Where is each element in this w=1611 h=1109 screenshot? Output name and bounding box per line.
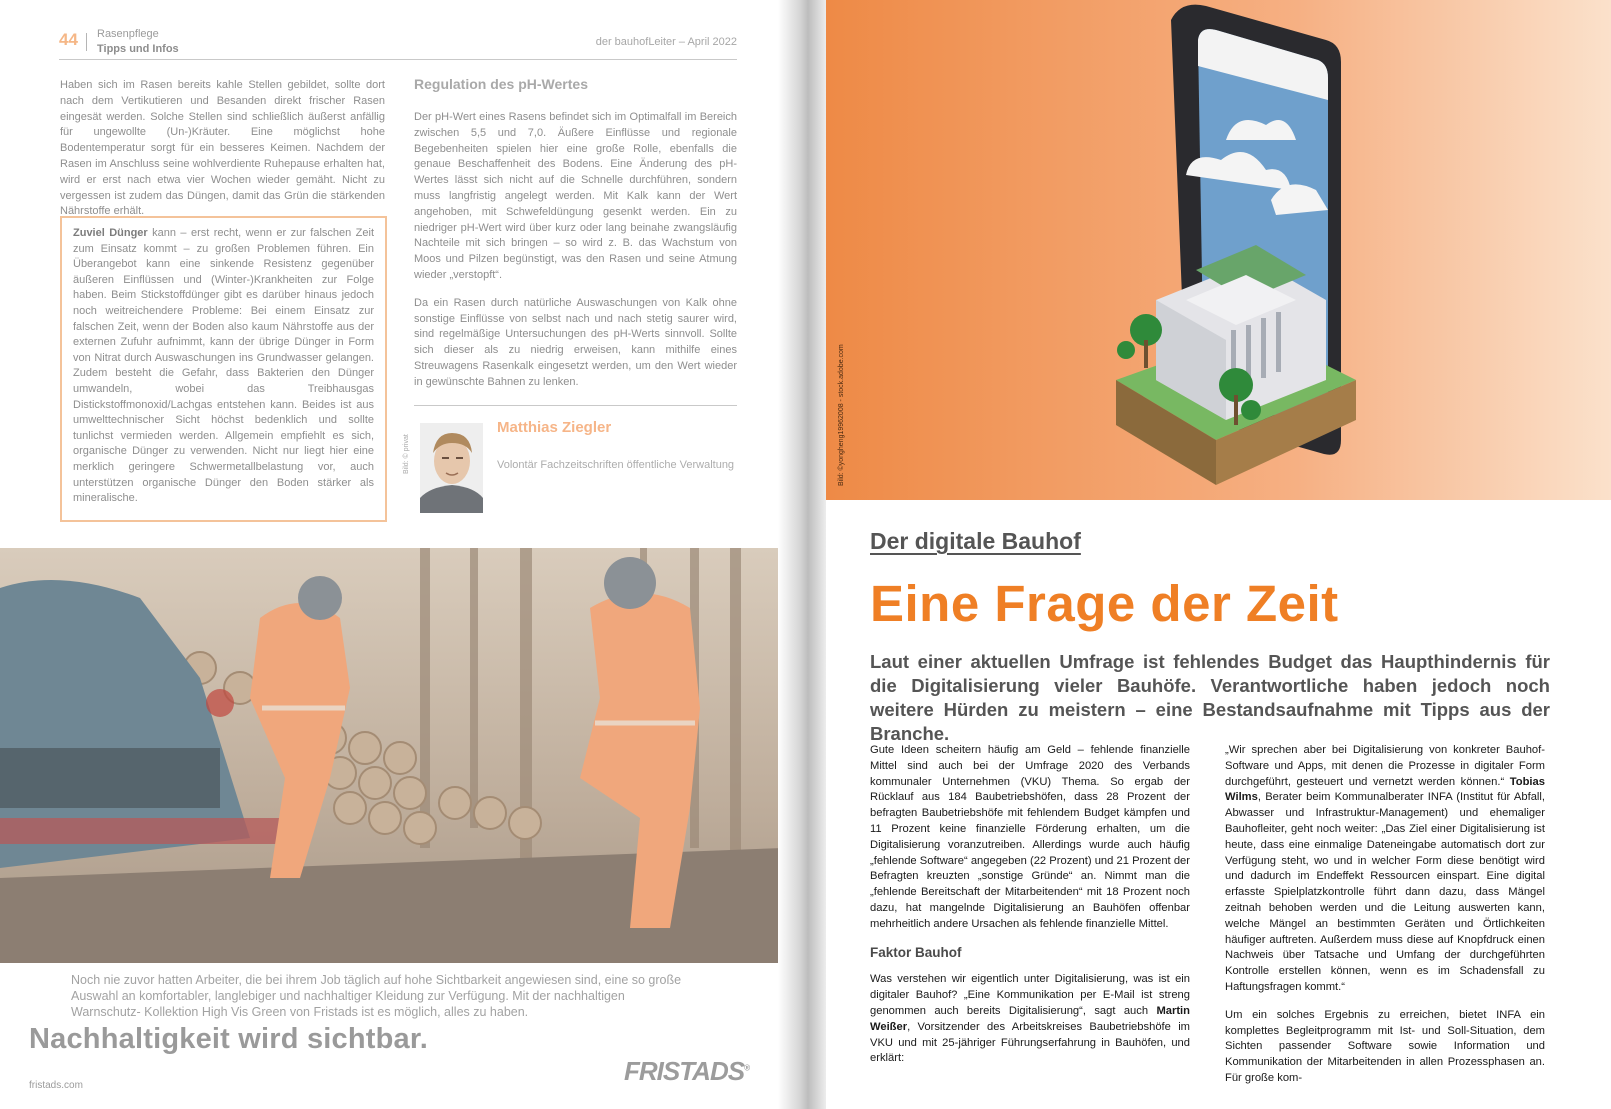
infobox-lead: Zuviel Dünger	[73, 227, 148, 239]
article-paragraph-1: Gute Ideen scheitern häufig am Geld – fehlende finanzielle Mittel sind auch bei der Umfrage 2020 des Verbands kommunaler Unternehmen (VKU) Thema. So ergab der Rücklauf aus 184 Baubetriebshöfen, dass 28 Prozent der befragten Baubetriebshöfe mit fehlendem Budget kämpfen und 11 Prozent keine finanzielle Förderung erhalten, um die Digitalisierung voranzutreiben. Allerdings wurde auch häufig „fehlende Software“ angegeben (22 Prozent) und 21 Prozent der Befragten kreuzten „sonstige Gründe“ an. Nimmt man die „fehlende Bereitschaft der Mitarbeitenden“ mit 18 Prozent noch dazu, hat mangelnde Digitalisierung an Bauhöfen offenbar mehrheitlich andere Ursachen als fehlende finanzielle Mittel.	[870, 744, 1190, 930]
article-headline: Eine Frage der Zeit	[870, 575, 1339, 632]
article-column-1	[870, 743, 1190, 1079]
ph-paragraph-1: Der pH-Wert eines Rasens befindet sich im Optimalfall im Bereich zwischen 5,5 und 7,0. Äußere Einflüsse und regionale Begebenheiten spielen hier eine große Rolle, ebenfalls die genaue Beschaffenheit des Bodens. Eine Änderung des pH-Wertes lässt sich nicht auf die Schnelle durchführen, sondern muss langfristig angelegt werden. Mit Kalk kann der Wert angehoben, mit Schwefeldüngung gesenkt werden. Ein zu niedriger pH-Wert wird über kurz oder lang beinahe zwangsläufig Nachteile mit sich bringen – so wird z. B. das Wachstum von Moos und Pilzen begünstigt, was den Rasen und seine Atmung wieder „verstopft“.	[414, 111, 737, 281]
fertilizer-infobox	[60, 216, 387, 522]
article-kicker: Der digitale Bauhof	[870, 528, 1081, 554]
page-number: 44	[59, 30, 78, 49]
header-divider	[86, 33, 87, 51]
left-page	[0, 0, 790, 1109]
article-paragraph-3	[1225, 743, 1545, 996]
fristads-logo-mark: ®	[744, 1063, 750, 1073]
author-role: Volontär Fachzeitschriften öffentliche Verwaltung	[497, 459, 735, 471]
article-paragraph-4: Um ein solches Ergebnis zu erreichen, bietet INFA ein komplettes Begleitprogramm mit Ist- und Soll-Situation, dem Sichten passender Software sowie Information und Kommunikation der Mitarbeitenden in allen Prozessphasen an. Für große kom-	[1225, 1008, 1545, 1084]
paragraph-3-part-b: , Berater beim Kommunalberater INFA (Institut für Abfall, Abwasser und Infrastruktur-Management) und ehemaliger Bauhofleiter, geht noch weiter: „Das Ziel einer Digitalisierung ist heute, dass eine einmalige Dateneingabe automatisch dort zur Verfügung steht, wo und in welcher Form diese benötigt wird und dadurch im Endeffekt Ressourcen einspart. Eine digital erfasste Spielplatzkontrolle führt dann dazu, dass Mängel zeitnah behoben werden und die Leitung auswerten kann, welche Mängel an bestimmten Geräten und Örtlichkeiten häufiger auftreten. Außerdem muss diese auf Knopfdruck einen Nachweis über Tatsache und Umfang der durchgeführten Kontrolle erstellen können, wenn es im Schadensfall zu Haftungsfragen kommt.“	[1225, 791, 1545, 993]
section-name: Rasenpflege	[97, 28, 159, 40]
ad-headline: Nachhaltigkeit wird sichtbar.	[29, 1023, 429, 1055]
fristads-logo-text: FRISTADS	[624, 1056, 745, 1086]
paragraph-2-part-a: Was verstehen wir eigentlich unter Digitalisierung, was ist ein digitaler Bauhof? „Eine Kommunikation per E-Mail ist streng genommen auch bereits Digitalisierung“, sagt auch	[870, 973, 1190, 1017]
subheading-faktor-bauhof: Faktor Bauhof	[870, 944, 962, 960]
issue-label: der bauhofLeiter – April 2022	[595, 36, 737, 48]
ph-paragraph-2: Da ein Rasen durch natürliche Auswaschungen von Kalk ohne sonstige Einflüsse von selbst nach und nach stetig saurer wird, sind regelmäßige Untersuchungen des pH-Werts sinnvoll. Sollte sich dieser als zu niedrig erweisen, kann mithilfe eines Streuwagens Rasenkalk eingesetzt werden, um den Wert wieder in gewünschte Bahnen zu lenken.	[414, 296, 737, 388]
author-name: Matthias Ziegler	[497, 419, 612, 436]
ad-photo-workers	[0, 548, 783, 963]
section-label	[97, 27, 179, 57]
ad-copy: Noch nie zuvor hatten Arbeiter, die bei ihrem Job täglich auf hohe Sichtbarkeit angewiesen sind, eine so große Auswahl an komfortabler, langlebiger und nachhaltiger Kleidung zur Verfügung. Mit der nachhaltigen Warnschutz- Kollektion High Vis Green von Fristads ist es möglich, alles zu haben.	[71, 973, 682, 1019]
ph-column	[414, 110, 737, 403]
quoted-person-weisser: Martin Weißer	[870, 1004, 1190, 1033]
article-paragraph-2	[870, 972, 1190, 1067]
author-rule	[414, 405, 737, 406]
ad-url[interactable]: fristads.com	[29, 1080, 83, 1091]
hero-illustration-smartphone-townhall	[826, 0, 1611, 500]
author-photo-credit: Bild: © privat	[403, 434, 410, 474]
quoted-person-wilms: Tobias Wilms	[1225, 775, 1545, 804]
infobox-text: kann – erst recht, wenn er zur falschen Zeit zum Einsatz kommt – zu großen Problemen führen. Ein Überangebot kann eine sinkende Resistenz gegenüber äußeren Einflüssen und (Winter-)Krankheiten zur Folge haben. Beim Stickstoffdünger gibt es darüber hinaus jedoch noch weitreichendere Probleme: Bei einem Einsatz zur falschen Zeit, wenn der Boden also kaum Nährstoffe aus der externen Zufuhr aufnimmt, kann der übrige Dünger in Form von Nitrat durch Auswaschungen ins Grundwasser gelangen. Zudem besteht die Gefahr, dass Bakterien den Dünger umwandeln, wobei das Treibhausgas Distickstoffmonoxid/Lachgas entstehen kann. Beides ist aus umwelttechnischer Sicht höchst bedenklich und sollte tunlichst vermieden werden. Allgemein empfiehlt es sich, organische Dünger zu verwenden. Nicht nur liegt hier eine merklich geringere Schwermetallbelastung vor, auch unterstützen organische Dünger den Boden stärker als mineralische.	[73, 227, 374, 505]
article-lead: Laut einer aktuellen Umfrage ist fehlendes Budget das Haupthindernis für die Digitalisierung vieler Bauhöfe. Verantwortliche haben jedoch noch weitere Hürden zu meistern – eine Bestandsaufnahme mit Tipps aus der Branche.	[870, 651, 1550, 744]
author-photo	[420, 423, 483, 513]
subsection-name: Tipps und Infos	[97, 43, 179, 55]
paragraph-2-part-b: , Vorsitzender des Arbeitskreises Baubetriebshöfe im VKU und mit 25-jähriger Führungserfahrung in Bauhöfen, und erklärt:	[870, 1020, 1190, 1065]
hero-image-credit: Bild: ©yongheng19962008 - stock.adobe.com	[838, 344, 845, 486]
paragraph-3-part-a: „Wir sprechen aber bei Digitalisierung von konkreter Bauhof-Software und Apps, mit denen die Prozesse in digitaler Form durchgeführt, gesteuert und vernetzt werden können.“	[1225, 744, 1545, 788]
article-column-2	[1225, 743, 1545, 1099]
header-rule	[59, 59, 737, 60]
fristads-logo	[624, 1056, 750, 1087]
right-page	[826, 0, 1611, 1109]
intro-paragraph: Haben sich im Rasen bereits kahle Stellen gebildet, sollte dort nach dem Vertikutieren und Besanden direkt frischer Rasen eingesät werden. Solche Stellen sind schließlich äußerst anfällig für ungewollte (Un-)Kräuter. Eine möglichst hohe Bodentemperatur sorgt für ein besseres Keimen. Nachdem der Rasen im Anschluss seine wohlverdiente Ruhepause erhalten hat, wird er erst nach etwa vier Wochen wieder gemäht. Nicht zu vergessen ist zudem das Düngen, damit das Grün die stärkenden Nährstoffe erhält.	[60, 79, 385, 218]
page-gutter	[778, 0, 828, 1109]
ph-heading: Regulation des pH-Wertes	[414, 76, 588, 92]
